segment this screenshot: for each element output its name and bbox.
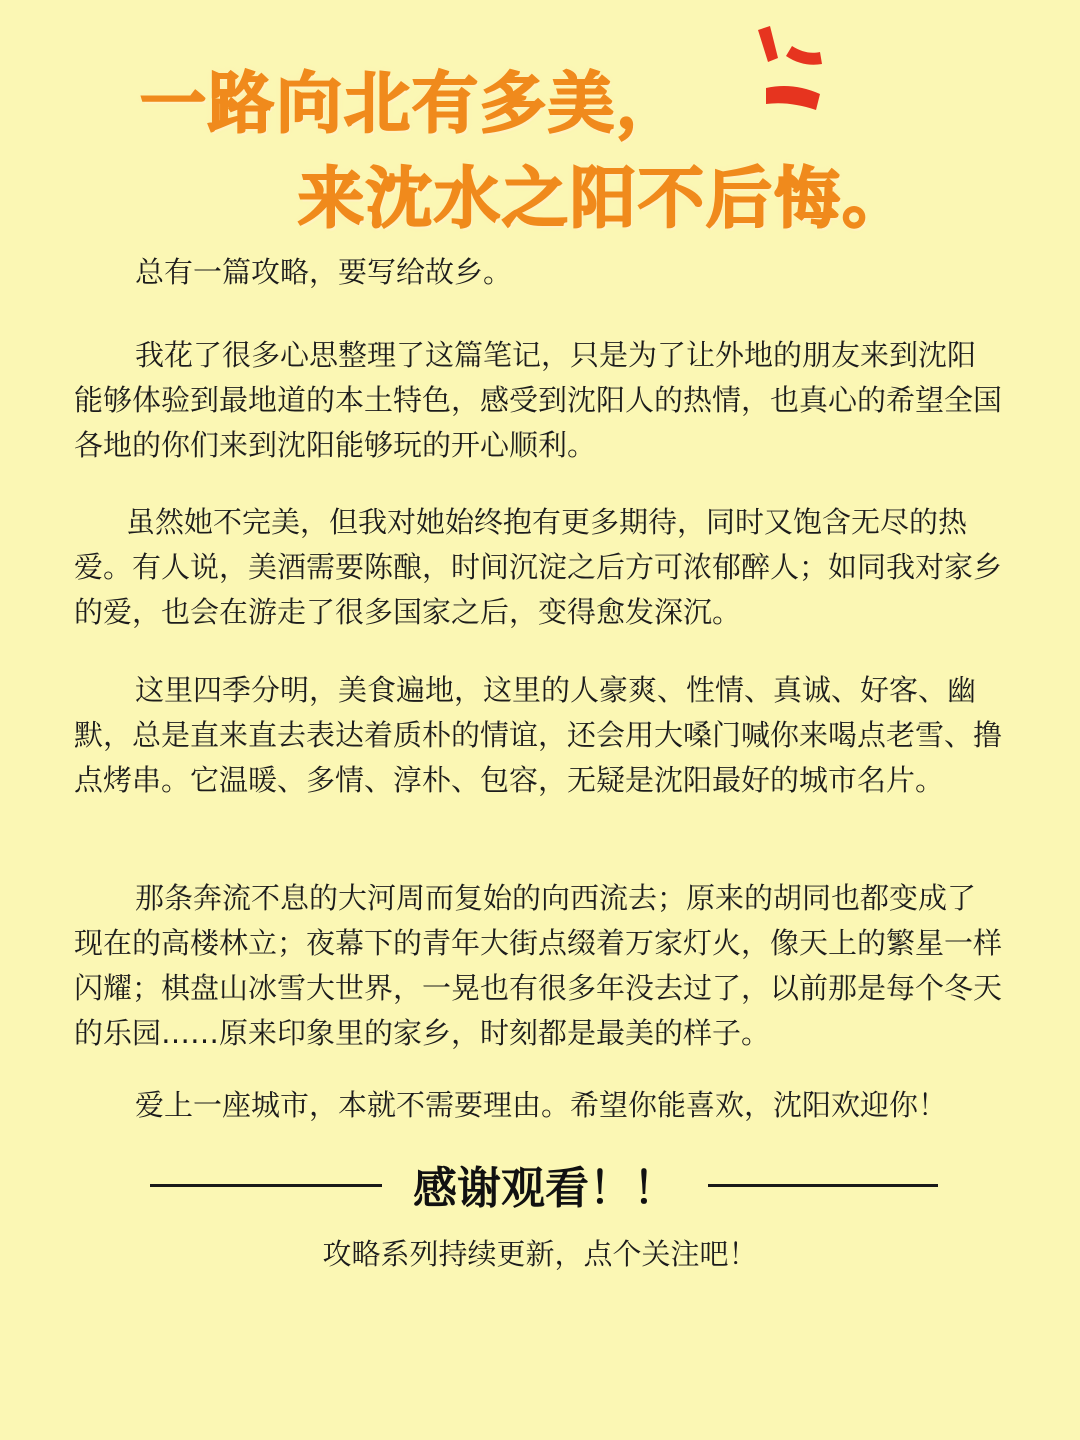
paragraph-people: 这里四季分明，美食遍地，这里的人豪爽、性情、真诚、好客、幽默，总是直来直去表达着质朴的情谊，还会用大嗓门喊你来喝点老雪、撸点烤串。它温暖、多情、淳朴、包容，无疑是沈阳最好的城市名片。: [74, 673, 1003, 797]
paragraph-love: 虽然她不完美，但我对她始终抱有更多期待，同时又饱含无尽的热爱。有人说，美酒需要陈酿，时间沉淀之后方可浓郁醉人；如同我对家乡的爱，也会在游走了很多国家之后，变得愈发深沉。: [74, 505, 1003, 629]
title-line-1: 一路向北有多美，: [140, 65, 684, 142]
exclamation-burst-icon: [740, 18, 840, 128]
paragraph-memories: 那条奔流不息的大河周而复始的向西流去；原来的胡同也都变成了现在的高楼林立；夜幕下的青年大街点缀着万家灯火，像天上的繁星一样闪耀；棋盘山冰雪大世界，一晃也有很多年没去过了，以前那是每个冬天的乐园……原来印象里的家乡，时刻都是最美的样子。: [74, 881, 1003, 1050]
follow-prompt: 攻略系列持续更新，点个关注吧！: [322, 1237, 758, 1271]
divider-right: [708, 1184, 938, 1187]
paragraph-purpose: 我花了很多心思整理了这篇笔记，只是为了让外地的朋友来到沈阳能够体验到最地道的本土特色，感受到沈阳人的热情，也真心的希望全国各地的你们来到沈阳能够玩的开心顺利。: [74, 338, 1003, 462]
thanks-section: [0, 1150, 1080, 1220]
paragraph-intro: 总有一篇攻略，要写给故乡。: [135, 255, 513, 289]
title-line-2: 来沈水之阳不后悔。: [298, 160, 910, 237]
paragraph-welcome: 爱上一座城市，本就不需要理由。希望你能喜欢，沈阳欢迎你！: [135, 1088, 948, 1122]
divider-left: [150, 1184, 382, 1187]
thanks-heading: 感谢观看！！: [413, 1163, 677, 1214]
